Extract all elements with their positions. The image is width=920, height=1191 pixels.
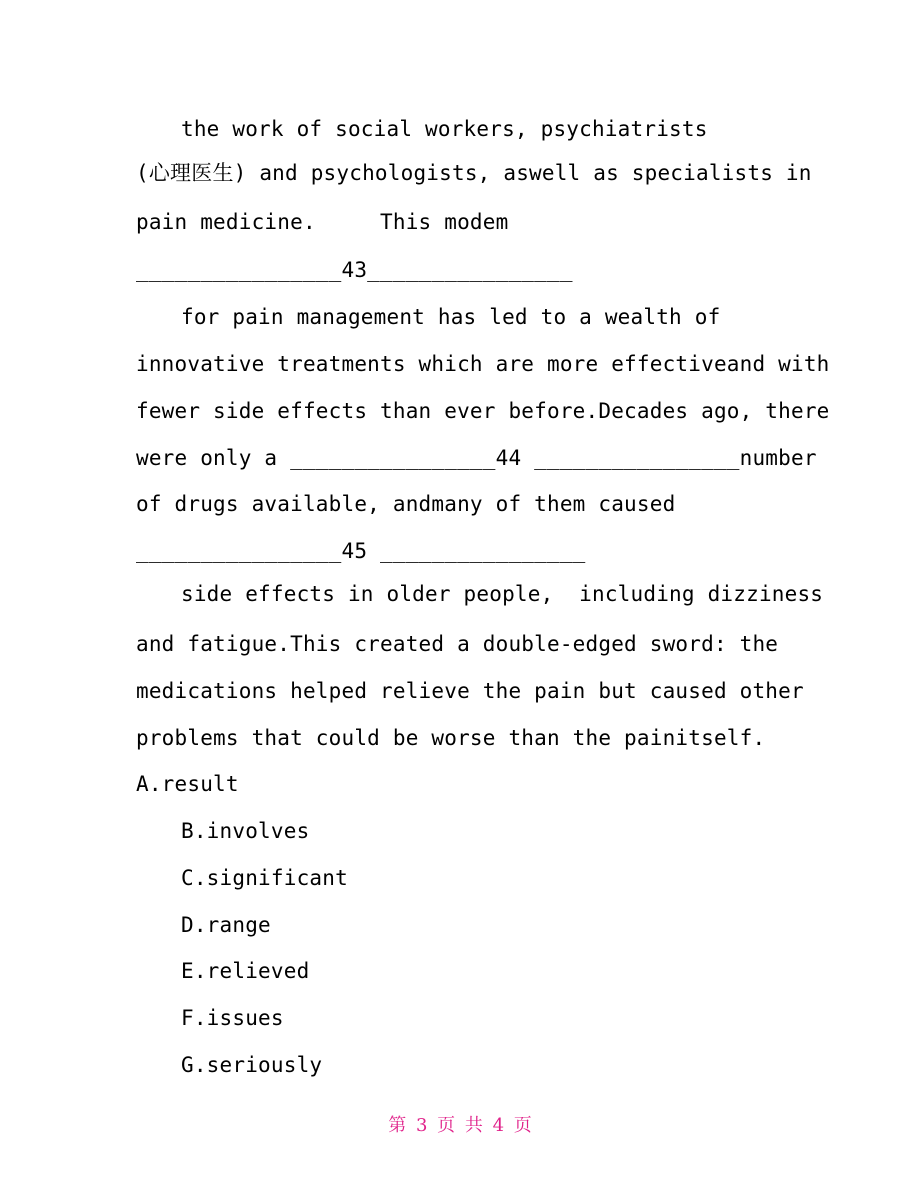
body-line-6: innovative treatments which are more effectiveand with xyxy=(136,352,830,376)
body-line-11: side effects in older people, including dizziness xyxy=(181,582,824,606)
body-line-14: problems that could be worse than the painitself. xyxy=(136,726,766,750)
option-c: C.significant xyxy=(181,866,348,890)
body-line-9: of drugs available, andmany of them caused xyxy=(136,492,676,516)
blank-44-line: were only a ________________44 ________________number xyxy=(136,446,817,470)
body-line-1: the work of social workers, psychiatrists xyxy=(181,117,708,141)
body-line-3: pain medicine. This modem xyxy=(136,210,509,234)
blank-45-line: ________________45 ________________ xyxy=(136,539,586,563)
blank-43-line: ________________43________________ xyxy=(136,258,573,282)
option-g: G.seriously xyxy=(181,1053,323,1077)
body-line-13: medications helped relieve the pain but caused other xyxy=(136,679,804,703)
body-line-7: fewer side effects than ever before.Decades ago, there xyxy=(136,399,830,423)
body-line-12: and fatigue.This created a double-edged sword: the xyxy=(136,632,779,656)
page-number-footer: 第 3 页 共 4 页 xyxy=(388,1115,532,1136)
option-b: B.involves xyxy=(181,819,310,843)
option-a: A.result xyxy=(136,772,239,796)
body-line-2: (心理医生) and psychologists, aswell as specialists in xyxy=(136,161,812,185)
body-line-5: for pain management has led to a wealth of xyxy=(181,305,721,329)
option-f: F.issues xyxy=(181,1006,284,1030)
option-d: D.range xyxy=(181,913,271,937)
option-e: E.relieved xyxy=(181,959,310,983)
